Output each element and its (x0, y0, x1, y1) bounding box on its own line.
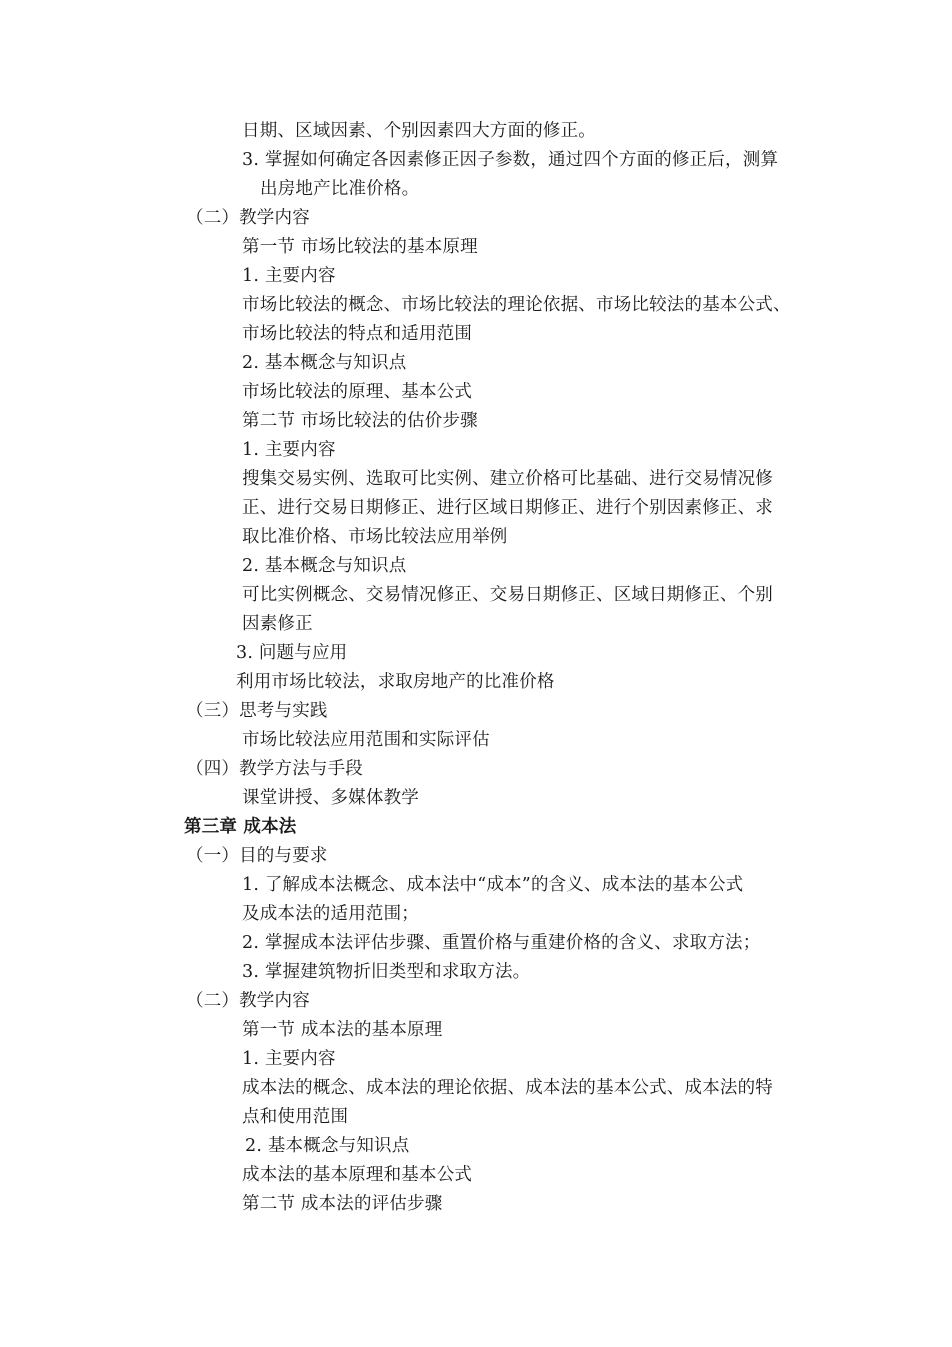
text-line: 出房地产比准价格。 (260, 179, 420, 199)
text-line: 及成本法的适用范围； (242, 904, 419, 924)
section-heading: （二）教学内容 (186, 208, 310, 228)
subsection-heading: 第一节 成本法的基本原理 (242, 1020, 443, 1040)
text-line: 搜集交易实例、选取可比实例、建立价格可比基础、进行交易情况修 (242, 469, 773, 489)
text-line: 市场比较法的原理、基本公式 (242, 382, 473, 402)
text-line: 市场比较法应用范围和实际评估 (242, 730, 490, 750)
section-heading: （一）目的与要求 (186, 846, 328, 866)
text-line: 可比实例概念、交易情况修正、交易日期修正、区域日期修正、个别 (242, 585, 773, 605)
subsection-heading: 第二节 市场比较法的估价步骤 (242, 411, 478, 431)
text-line: 市场比较法的特点和适用范围 (242, 324, 473, 344)
list-heading: 1. 主要内容 (242, 1049, 336, 1069)
text-line: 点和使用范围 (242, 1107, 349, 1127)
list-heading: 2. 基本概念与知识点 (242, 353, 407, 373)
text-line: 利用市场比较法，求取房地产的比准价格 (236, 672, 555, 692)
chapter-heading: 第三章 成本法 (184, 817, 297, 837)
section-heading: （三）思考与实践 (186, 701, 328, 721)
text-line: 市场比较法的概念、市场比较法的理论依据、市场比较法的基本公式、 (242, 295, 791, 315)
text-line: 课堂讲授、多媒体教学 (242, 788, 419, 808)
list-heading: 3. 问题与应用 (236, 643, 348, 663)
text-line: 取比准价格、市场比较法应用举例 (242, 527, 508, 547)
subsection-heading: 第一节 市场比较法的基本原理 (242, 237, 478, 257)
text-line: 因素修正 (242, 614, 313, 634)
text-line: 日期、区域因素、个别因素四大方面的修正。 (242, 121, 596, 141)
section-heading: （四）教学方法与手段 (186, 759, 363, 779)
text-line: 3. 掌握建筑物折旧类型和求取方法。 (242, 962, 531, 982)
subsection-heading: 第二节 成本法的评估步骤 (242, 1194, 443, 1214)
text-line: 正、进行交易日期修正、进行区域日期修正、进行个别因素修正、求 (242, 498, 773, 518)
list-heading: 1. 主要内容 (242, 266, 336, 286)
text-line: 2. 掌握成本法评估步骤、重置价格与重建价格的含义、求取方法； (242, 933, 761, 953)
list-heading: 1. 主要内容 (242, 440, 336, 460)
section-heading: （二）教学内容 (186, 991, 310, 1011)
text-line: 1. 了解成本法概念、成本法中“成本”的含义、成本法的基本公式 (242, 875, 744, 895)
text-line: 成本法的基本原理和基本公式 (242, 1165, 473, 1185)
text-line: 3. 掌握如何确定各因素修正因子参数，通过四个方面的修正后，测算 (242, 150, 779, 170)
text-line: 成本法的概念、成本法的理论依据、成本法的基本公式、成本法的特 (242, 1078, 773, 1098)
list-heading: 2. 基本概念与知识点 (245, 1136, 410, 1156)
list-heading: 2. 基本概念与知识点 (242, 556, 407, 576)
